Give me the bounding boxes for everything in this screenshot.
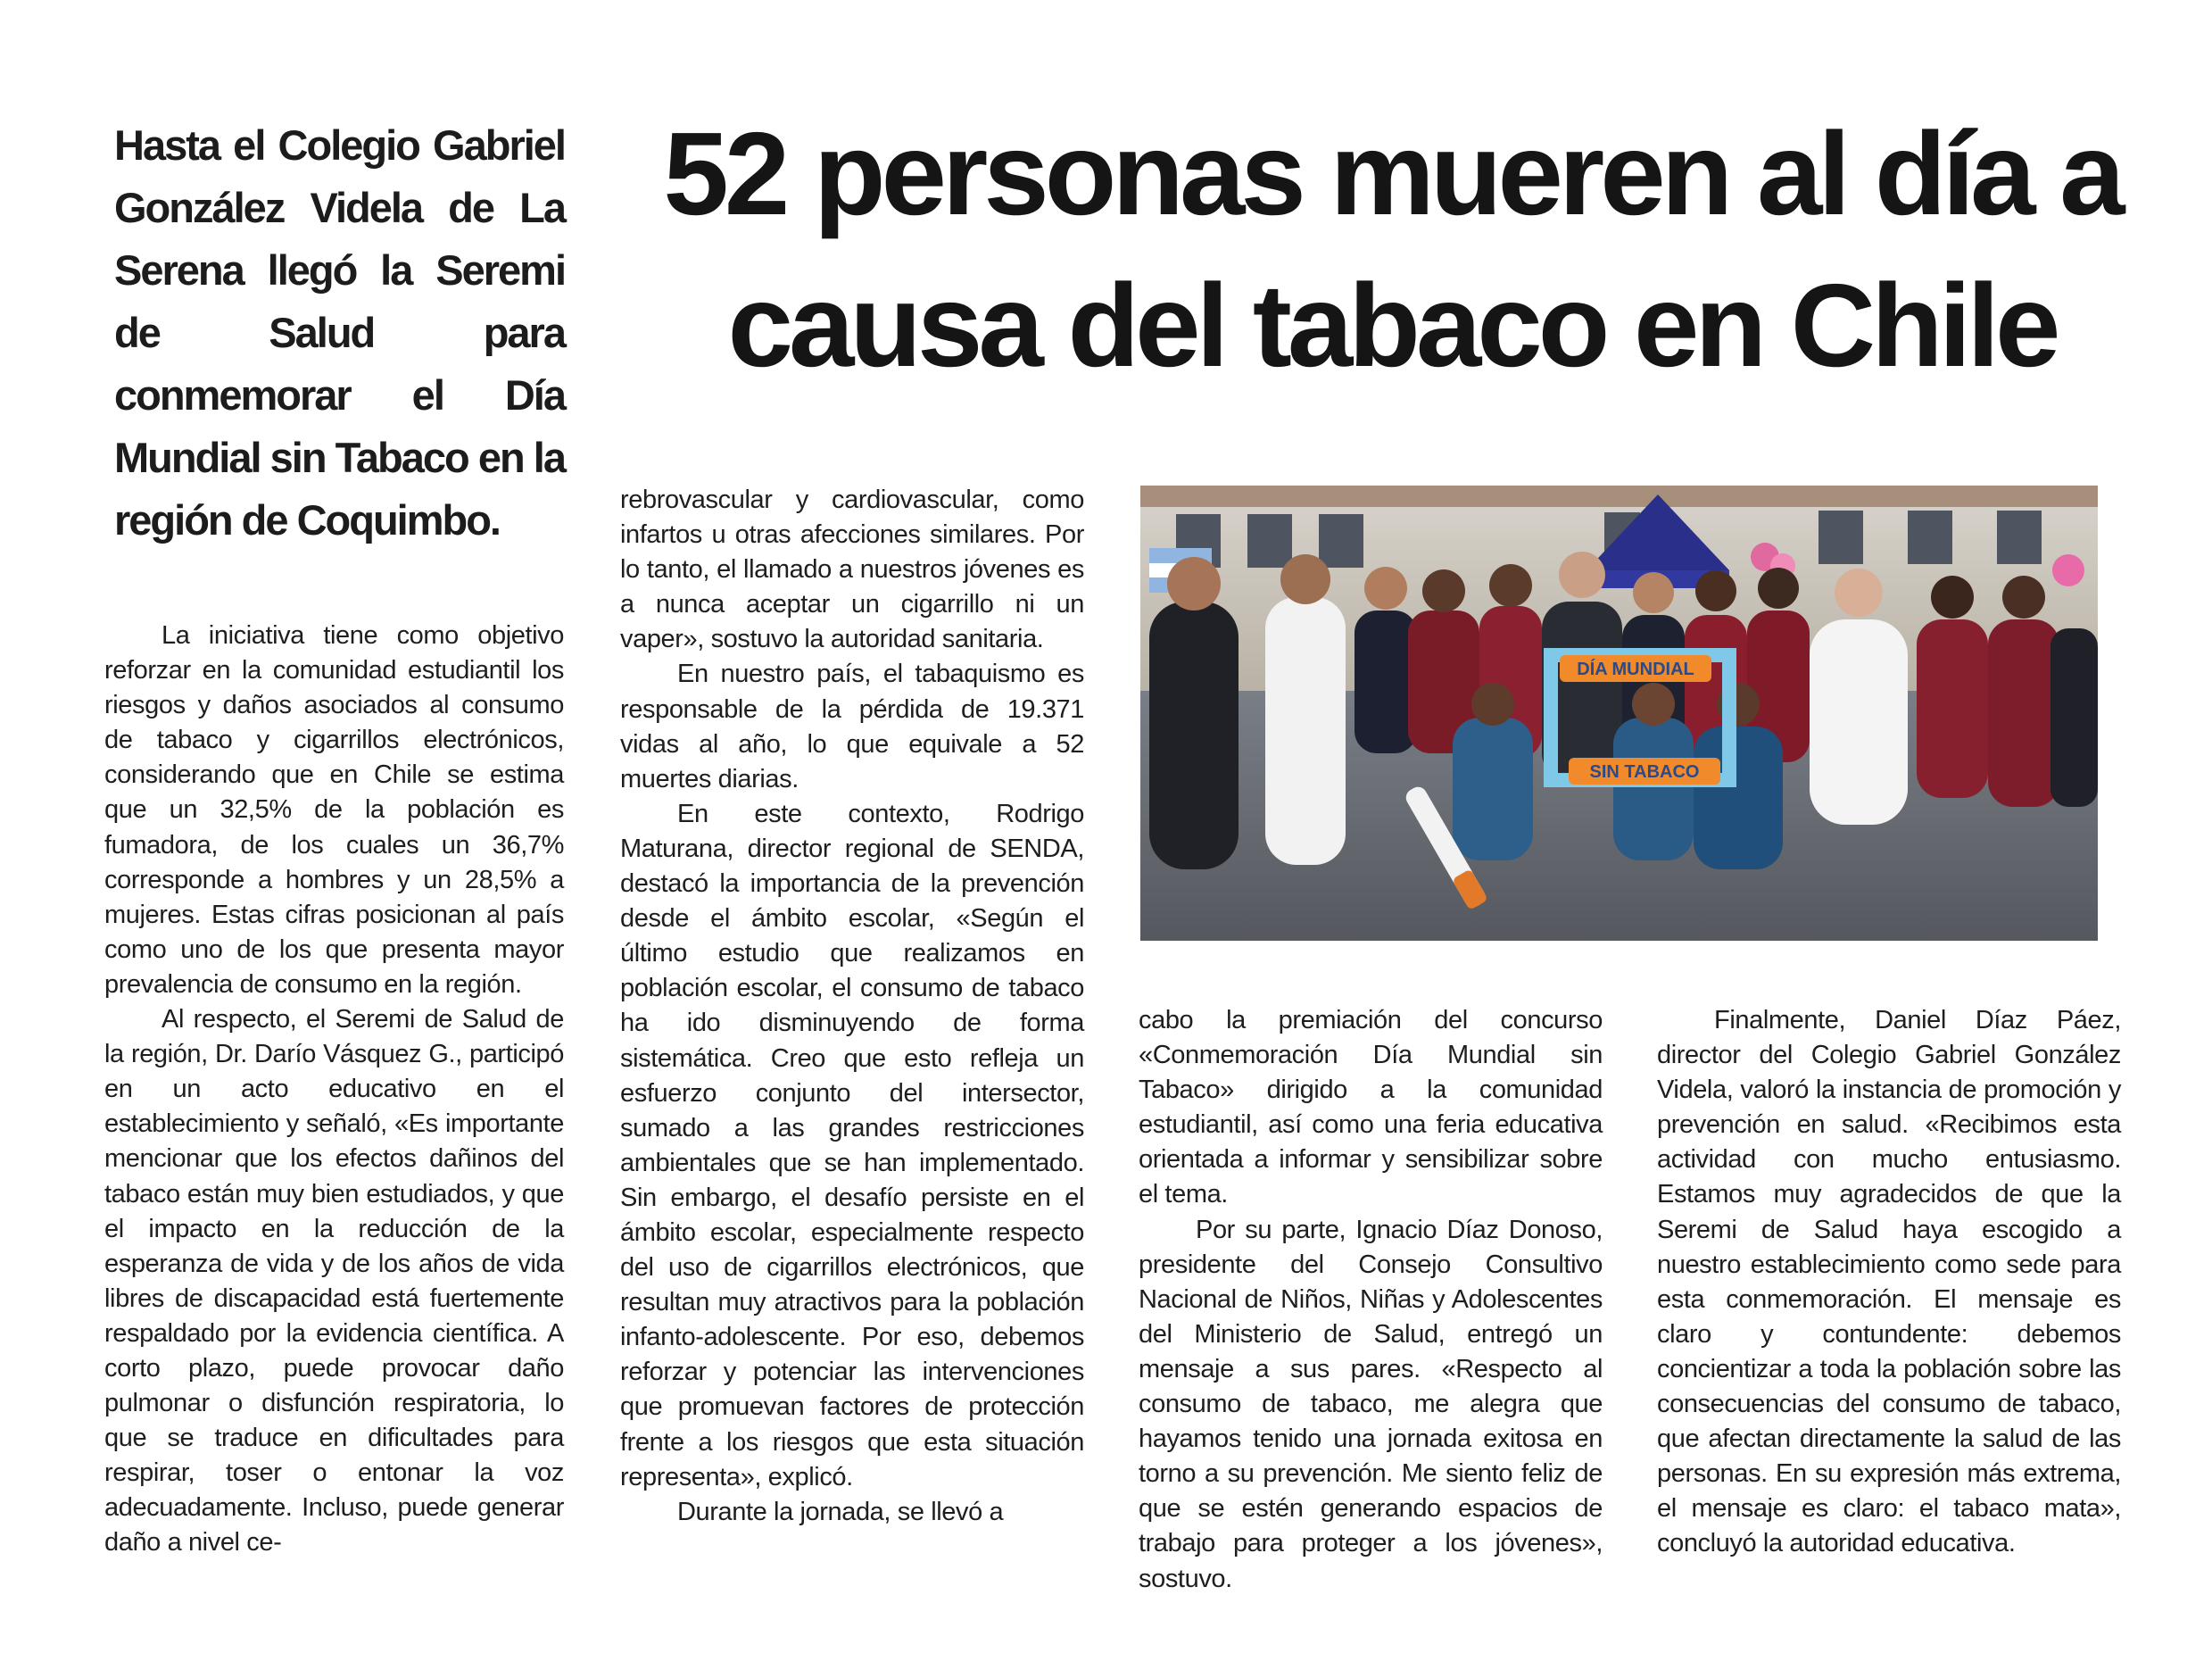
body-paragraph: Por su parte, Ignacio Díaz Donoso, presidente del Consejo Consultivo Nacional de Niños, Niñas y Adolescentes del Ministerio de Salud, entregó un mensaje a sus pares. «Respecto al consumo de tabaco, me alegra que hayamos tenido una jornada exitosa en torno a su prevención. Me siento feliz de que se estén generando espacios de trabajo para proteger a los jóvenes», sostuvo. — [1139, 1215, 1603, 1593]
body-paragraph: Durante la jornada, se llevó a — [677, 1497, 1004, 1526]
body-column-2 — [620, 483, 1084, 1530]
body-column-4 — [1657, 1003, 2121, 1562]
sign-top-text: DÍA MUNDIAL — [1577, 660, 1694, 679]
sign-bottom-text: SIN TABACO — [1589, 762, 1700, 782]
headline-line-2: causa del tabaco en Chile — [727, 260, 2057, 391]
body-paragraph: rebrovascular y cardiovascular, como infartos u otras afecciones similares. Por lo tanto, el llamado a nuestros jóvenes es a nunca aceptar un cigarrillo ni un vaper», sostuvo la autoridad sanitaria. — [620, 486, 1084, 654]
body-paragraph: cabo la premiación del concurso «Conmemoración Día Mundial sin Tabaco» dirigido a la comunidad estudiantil, así como una feria educativa orientada a informar y sensibilizar sobre el tema. — [1139, 1006, 1603, 1209]
body-column-3 — [1139, 1003, 1603, 1597]
group-photo — [1140, 486, 2098, 941]
body-column-1 — [104, 619, 564, 1561]
article-deck: Hasta el Colegio Gabriel González Videla de La Serena llegó la Seremi de Salud para conmemorar el Día Mundial sin Tabaco en la región de Coquimbo. — [114, 121, 565, 544]
headline-line-1: 52 personas mueren al día a — [663, 108, 2121, 239]
body-paragraph: Finalmente, Daniel Díaz Páez, director del Colegio Gabriel González Videla, valoró la instancia de promoción y prevención en salud. «Recibimos esta actividad con mucho entusiasmo. Estamos muy agradecidos de que la Seremi de Salud haya escogido a nuestro establecimiento como sede para esta conmemoración. El mensaje es claro y contundente: debemos concientizar a toda la población sobre las consecuencias del consumo de tabaco, que afectan directamente la salud de las personas. En su expresión más extrema, el mensaje es claro: el tabaco mata», concluyó la autoridad educativa. — [1657, 1006, 2121, 1558]
body-paragraph: En nuestro país, el tabaquismo es responsable de la pérdida de 19.371 vidas al año, lo que equivale a 52 muertes diarias. — [620, 660, 1084, 793]
article-headline — [625, 98, 2159, 402]
body-paragraph: En este contexto, Rodrigo Maturana, director regional de SENDA, destacó la importancia de la prevención desde el ámbito escolar, «Según el último estudio que realizamos en población escolar, el consumo de tabaco ha ido disminuyendo de forma sistemática. Creo que esto refleja un esfuerzo conjunto del intersector, sumado a las grandes restricciones ambientales que se han implementado. Sin embargo, el desafío persiste en el ámbito escolar, especialmente respecto del uso de cigarrillos electrónicos, que resultan muy atractivos para la población infanto-adolescente. Por eso, debemos reforzar y potenciar las intervenciones que promuevan factores de protección frente a los riesgos que esta situación representa», explicó. — [620, 799, 1084, 1491]
body-paragraph: La iniciativa tiene como objetivo reforzar en la comunidad estudiantil los riesgos y daños asociados al consumo de tabaco y cigarrillos electrónicos, considerando que en Chile se estima que un 32,5% de la población es fumadora, de los cuales un 36,7% corresponde a hombres y un 28,5% a mujeres. Estas cifras posicionan al país como uno de los que presenta mayor prevalencia de consumo en la región. — [104, 621, 564, 999]
body-paragraph: Al respecto, el Seremi de Salud de la región, Dr. Darío Vásquez G., participó en un acto educativo en el establecimiento y señaló, «Es importante mencionar que los efectos dañinos del tabaco están muy bien estudiados, y que el impacto en la reducción de la esperanza de vida y de los años de vida libres de discapacidad está fuertemente respaldado por la evidencia científica. A corto plazo, puede provocar daño pulmonar o disfunción respiratoria, lo que se traduce en dificultades para respirar, toser o entonar la voz adecuadamente. Incluso, puede generar daño a nivel ce- — [104, 1005, 564, 1557]
